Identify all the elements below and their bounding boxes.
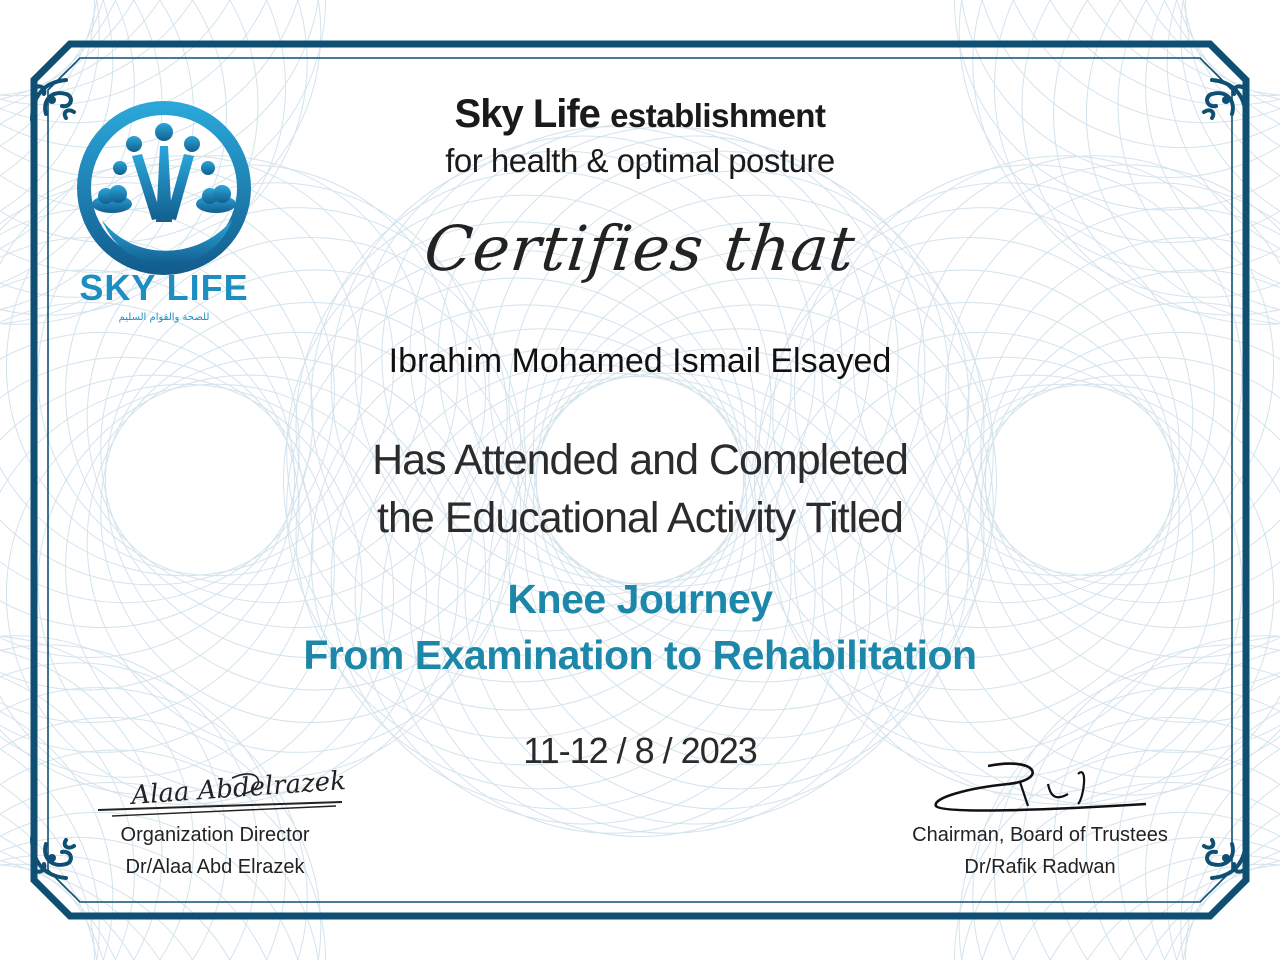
left-signature-name: Dr/Alaa Abd Elrazek (125, 856, 305, 878)
corner-ornament-bottom-left (22, 828, 86, 892)
organization-name (230, 92, 1050, 137)
organization-tagline: for health & optimal posture (445, 142, 835, 179)
course-title-line-2: From Examination to Rehabilitation (303, 632, 977, 678)
left-signature (92, 760, 348, 826)
right-signature (928, 754, 1152, 818)
activity-date: 11-12 / 8 / 2023 (523, 730, 757, 771)
certifies-heading: Certifies that (421, 212, 859, 285)
logo-wordmark: SKY LIFE (79, 267, 249, 308)
left-signature-title: Organization Director (120, 824, 310, 846)
attended-line-1: Has Attended and Completed (372, 436, 908, 484)
organization-name-rest: establishment (610, 97, 826, 134)
right-signature-title: Chairman, Board of Trustees (912, 824, 1168, 846)
attended-line-2: the Educational Activity Titled (377, 494, 903, 542)
logo-arabic-tagline: للصحة والقوام السليم (118, 312, 210, 323)
corner-ornament-top-right (1192, 66, 1256, 130)
organization-name-bold: Sky Life (454, 92, 600, 136)
sky-life-logo (72, 92, 256, 324)
course-title-line-1: Knee Journey (507, 576, 773, 622)
right-signature-name: Dr/Rafik Radwan (964, 856, 1116, 878)
corner-ornament-bottom-right (1192, 828, 1256, 892)
recipient-name: Ibrahim Mohamed Ismail Elsayed (388, 342, 892, 380)
svg-text:Alaa Abdelrazek: Alaa Abdelrazek (130, 766, 347, 811)
